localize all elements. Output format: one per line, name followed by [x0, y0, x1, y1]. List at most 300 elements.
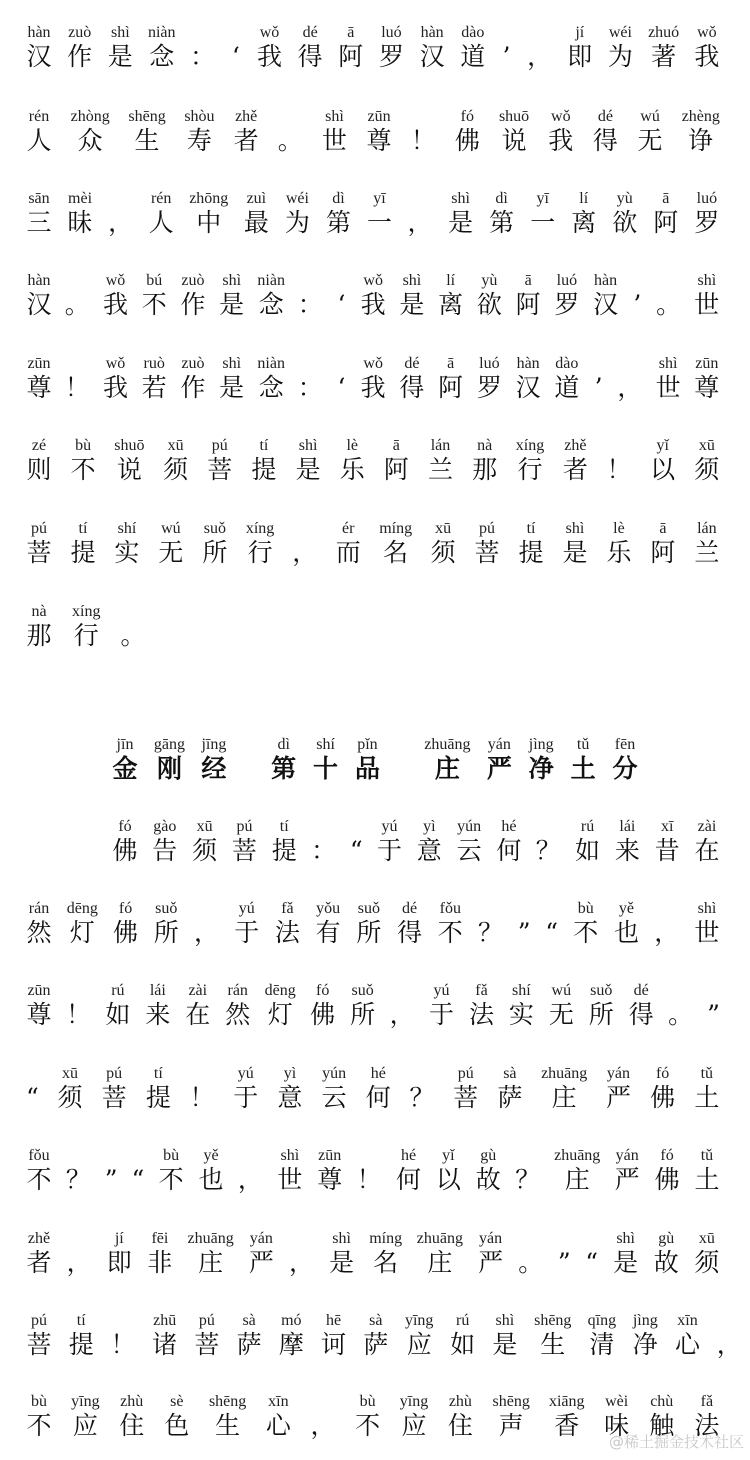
hanzi: 故 [475, 1165, 501, 1194]
pinyin: bù [359, 1393, 376, 1410]
hanzi: 所 [588, 1000, 614, 1029]
punctuation [656, 272, 681, 320]
pinyin: xū [167, 437, 184, 454]
hanzi: 著 [651, 42, 677, 71]
pinyin: wǒ [363, 355, 383, 372]
punctuation [26, 1065, 39, 1113]
hanzi: ” [707, 1000, 720, 1029]
hanzi: ？ [478, 918, 504, 947]
hanzi: 而 [335, 538, 361, 567]
punctuation [654, 900, 679, 948]
hanzi: 须 [192, 836, 218, 865]
pinyin: xū [61, 1065, 78, 1082]
character-with-pinyin [496, 818, 522, 866]
hanzi: 我 [694, 42, 720, 71]
pinyin: sà [242, 1312, 256, 1329]
punctuation [527, 24, 552, 72]
character-with-pinyin [246, 520, 274, 568]
pinyin: hàn [27, 272, 51, 289]
pinyin: xíng [245, 520, 275, 537]
character-with-pinyin [274, 900, 300, 948]
pinyin: jīng [201, 736, 227, 753]
character-with-pinyin [612, 736, 638, 784]
character-with-pinyin [383, 437, 409, 485]
pinyin: hàn [594, 272, 618, 289]
pinyin: tí [259, 437, 269, 454]
character-with-pinyin [456, 818, 482, 866]
hanzi: 一 [366, 208, 392, 237]
hanzi: 须 [163, 455, 189, 484]
character-with-pinyin [101, 1065, 127, 1113]
character-with-pinyin [476, 355, 502, 403]
hanzi: 灯 [267, 1000, 293, 1029]
punctuation [350, 818, 363, 866]
pinyin: shì [565, 520, 585, 537]
punctuation [278, 108, 303, 156]
hanzi: 名 [383, 538, 409, 567]
hanzi: 佛 [654, 1165, 680, 1194]
pinyin: suǒ [155, 900, 178, 917]
pinyin: bù [577, 900, 594, 917]
character-with-pinyin [614, 818, 640, 866]
pinyin: zhě [27, 1230, 51, 1247]
hanzi: 在 [694, 836, 720, 865]
character-with-pinyin [528, 736, 554, 784]
character-with-pinyin [158, 1147, 184, 1195]
hanzi: 我 [360, 290, 386, 319]
character-with-pinyin [419, 24, 445, 72]
pinyin: yīng [399, 1393, 429, 1410]
hanzi: 庄 [551, 1083, 577, 1112]
pinyin: tí [526, 520, 536, 537]
hanzi: 世 [694, 918, 720, 947]
character-with-pinyin [71, 108, 110, 156]
pinyin: yú [238, 900, 255, 917]
hanzi: 阿 [653, 208, 679, 237]
character-with-pinyin [67, 900, 98, 948]
hanzi: 严 [248, 1248, 274, 1277]
pinyin: gāng [153, 736, 185, 753]
hanzi: 萨 [497, 1083, 523, 1112]
character-with-pinyin [70, 437, 96, 485]
hanzi: ， [108, 208, 134, 237]
hanzi: 罗 [554, 290, 580, 319]
hanzi: 金 [112, 754, 138, 783]
character-with-pinyin [225, 982, 251, 1030]
hanzi: 应 [406, 1330, 432, 1359]
hanzi: 也 [198, 1165, 224, 1194]
hanzi: ？ [515, 1165, 541, 1194]
hanzi: 寿 [186, 126, 212, 155]
pinyin: bú [146, 272, 163, 289]
pinyin: fǎ [700, 1393, 714, 1410]
text-line [26, 1230, 720, 1278]
character-with-pinyin [338, 24, 364, 72]
pinyin: dào [461, 24, 485, 41]
hanzi: 应 [401, 1411, 427, 1440]
pinyin: wǒ [105, 355, 126, 372]
character-with-pinyin [219, 272, 245, 320]
hanzi: 为 [284, 208, 310, 237]
pinyin: dào [555, 355, 579, 372]
pinyin: ā [447, 355, 455, 372]
punctuation [243, 736, 255, 784]
character-with-pinyin [26, 900, 52, 948]
hanzi: 声 [498, 1411, 524, 1440]
character-with-pinyin [694, 437, 720, 485]
hanzi: 一 [530, 208, 556, 237]
hanzi: 。 [518, 1248, 544, 1277]
text-line [26, 1065, 720, 1113]
pinyin: ā [392, 437, 400, 454]
punctuation [518, 1230, 543, 1278]
pinyin: zūn [27, 982, 51, 999]
hanzi: 如 [450, 1330, 476, 1359]
hanzi: 生 [134, 126, 160, 155]
character-with-pinyin [198, 1147, 224, 1195]
hanzi: 不 [355, 1411, 381, 1440]
hanzi: ： [297, 290, 323, 319]
hanzi: 须 [430, 538, 456, 567]
text-line [26, 272, 720, 320]
pinyin: rán [227, 982, 248, 999]
hanzi: 。 [64, 290, 90, 319]
pinyin: shì [298, 437, 318, 454]
punctuation [289, 1230, 314, 1278]
hanzi: 应 [72, 1411, 98, 1440]
character-with-pinyin [141, 355, 167, 403]
pinyin: lí [579, 190, 589, 207]
hanzi: 意 [277, 1083, 303, 1112]
hanzi: 故 [653, 1248, 679, 1277]
hanzi: ’ [594, 373, 603, 402]
character-with-pinyin [233, 1065, 259, 1113]
hanzi: 于 [233, 1083, 259, 1112]
character-with-pinyin [654, 818, 680, 866]
hanzi: 我 [256, 42, 282, 71]
hanzi: 提 [70, 538, 96, 567]
character-with-pinyin [321, 108, 347, 156]
character-with-pinyin [67, 24, 93, 72]
pinyin: wú [640, 108, 660, 125]
hanzi: 离 [571, 208, 597, 237]
pinyin: jí [114, 1230, 124, 1247]
pinyin: shì [222, 272, 242, 289]
character-with-pinyin [251, 437, 277, 485]
hanzi: 人 [148, 208, 174, 237]
hanzi: 心 [265, 1411, 291, 1440]
punctuation [408, 190, 433, 238]
pinyin: sè [170, 1393, 184, 1410]
punctuation [585, 1230, 598, 1278]
character-with-pinyin [257, 272, 285, 320]
hanzi: 无 [548, 1000, 574, 1029]
hanzi: 念 [258, 373, 284, 402]
hanzi: 然 [26, 918, 52, 947]
character-with-pinyin [575, 818, 601, 866]
pinyin: zhuāng [187, 1230, 234, 1247]
character-with-pinyin [26, 1312, 52, 1360]
hanzi: ！ [410, 126, 436, 155]
pinyin: shēng [128, 108, 166, 125]
character-with-pinyin [26, 355, 52, 403]
pinyin: bù [75, 437, 92, 454]
character-with-pinyin [613, 900, 639, 948]
punctuation [411, 108, 436, 156]
character-with-pinyin [548, 108, 574, 156]
character-with-pinyin [113, 900, 139, 948]
hanzi: 者 [233, 126, 259, 155]
pinyin: zūn [318, 1147, 342, 1164]
hanzi: 法 [694, 1411, 720, 1440]
hanzi: ” [517, 918, 531, 947]
hanzi: 汉 [26, 42, 52, 71]
character-with-pinyin [248, 1230, 274, 1278]
character-with-pinyin [360, 272, 386, 320]
hanzi: 作 [180, 290, 206, 319]
hanzi: 住 [119, 1411, 145, 1440]
hanzi: 无 [637, 126, 663, 155]
character-with-pinyin [128, 108, 165, 156]
hanzi: 世 [277, 1165, 303, 1194]
character-with-pinyin [350, 982, 376, 1030]
pinyin: yě [618, 900, 635, 917]
pinyin: ruò [143, 355, 165, 372]
character-with-pinyin [478, 1230, 504, 1278]
pinyin: jìng [632, 1312, 658, 1329]
pinyin: dēng [66, 900, 98, 917]
character-with-pinyin [424, 736, 470, 784]
pinyin: lái [149, 982, 166, 999]
character-with-pinyin [612, 190, 638, 238]
hanzi: 阿 [383, 455, 409, 484]
character-with-pinyin [367, 190, 393, 238]
hanzi: 离 [438, 290, 464, 319]
hanzi: 严 [478, 1248, 504, 1277]
character-with-pinyin [209, 1393, 246, 1441]
pinyin: yīng [71, 1393, 100, 1410]
pinyin: zhě [564, 437, 587, 454]
hanzi: 萨 [236, 1330, 262, 1359]
pinyin: gù [480, 1147, 497, 1164]
pinyin: shì [697, 272, 717, 289]
punctuation [335, 355, 347, 403]
pinyin: sà [369, 1312, 383, 1329]
character-with-pinyin [453, 1065, 479, 1113]
hanzi: ， [407, 208, 433, 237]
pinyin: zuò [68, 24, 92, 41]
punctuation [120, 603, 145, 651]
character-with-pinyin [637, 108, 663, 156]
hanzi: “ [349, 836, 363, 865]
pinyin: tí [78, 520, 88, 537]
character-with-pinyin [70, 520, 96, 568]
character-with-pinyin [447, 1393, 473, 1441]
hanzi: ， [237, 1165, 263, 1194]
pinyin: shí [316, 736, 335, 753]
pinyin: wǒ [363, 272, 383, 289]
character-with-pinyin [236, 1312, 262, 1360]
character-with-pinyin [152, 1312, 178, 1360]
character-with-pinyin [492, 1312, 518, 1360]
hanzi: 灯 [69, 918, 95, 947]
punctuation [357, 1147, 382, 1195]
pinyin: zài [697, 818, 717, 835]
character-with-pinyin [499, 108, 529, 156]
pinyin: pú [457, 1065, 474, 1082]
character-with-pinyin [26, 603, 52, 651]
hanzi: 罗 [476, 373, 502, 402]
character-with-pinyin [315, 900, 341, 948]
hanzi: 净 [528, 754, 554, 783]
hanzi: 汉 [419, 42, 445, 71]
hanzi: 是 [399, 290, 425, 319]
pinyin: yī [373, 190, 386, 207]
character-with-pinyin [694, 1065, 720, 1113]
pinyin: shì [332, 1230, 351, 1247]
pinyin: hàn [516, 355, 540, 372]
text-line [26, 190, 720, 238]
character-with-pinyin [397, 900, 423, 948]
hanzi: “ [585, 1248, 599, 1277]
pinyin: shì [110, 24, 130, 41]
hanzi: 严 [605, 1083, 631, 1112]
hanzi: 汉 [26, 290, 52, 319]
hanzi: 念 [258, 290, 284, 319]
punctuation [607, 437, 632, 485]
hanzi: 人 [26, 126, 52, 155]
character-with-pinyin [26, 24, 52, 72]
character-with-pinyin [438, 272, 464, 320]
pinyin: yīng [404, 1312, 434, 1329]
pinyin: tǔ [700, 1147, 714, 1164]
pinyin: xū [435, 520, 452, 537]
punctuation [311, 818, 336, 866]
character-with-pinyin [606, 520, 632, 568]
character-with-pinyin [369, 1230, 402, 1278]
pinyin: ā [662, 190, 670, 207]
pinyin: pú [31, 520, 47, 537]
pinyin: luó [556, 272, 578, 289]
text-line [26, 24, 720, 72]
pinyin: mó [281, 1312, 302, 1329]
character-with-pinyin [189, 190, 228, 238]
hanzi: 提 [271, 836, 297, 865]
character-with-pinyin [68, 1312, 94, 1360]
character-with-pinyin [57, 1065, 83, 1113]
character-with-pinyin [271, 736, 297, 784]
character-with-pinyin [428, 437, 454, 485]
hanzi: 第 [489, 208, 515, 237]
pinyin: zhòng [70, 108, 110, 125]
pinyin: shòu [184, 108, 215, 125]
pinyin: zhōng [189, 190, 229, 207]
punctuation [298, 272, 323, 320]
text-line [26, 1147, 720, 1195]
pinyin: shuō [114, 437, 145, 454]
pinyin: mèi [68, 190, 93, 207]
hanzi: 世 [694, 290, 720, 319]
text-line [26, 1312, 742, 1360]
character-with-pinyin [192, 818, 218, 866]
hanzi: 则 [26, 455, 52, 484]
pinyin: luó [696, 190, 718, 207]
character-with-pinyin [562, 520, 588, 568]
hanzi: 分 [612, 754, 638, 783]
hanzi: 实 [508, 1000, 534, 1029]
hanzi: 佛 [454, 126, 480, 155]
hanzi: 也 [613, 918, 639, 947]
hanzi: 道 [554, 373, 580, 402]
character-with-pinyin [437, 900, 463, 948]
pinyin: lí [446, 272, 456, 289]
hanzi: 不 [26, 1165, 52, 1194]
punctuation [707, 982, 720, 1030]
character-with-pinyin [694, 1230, 720, 1278]
pinyin: zhù [120, 1393, 144, 1410]
pinyin: yú [381, 818, 398, 835]
pinyin: yán [487, 736, 511, 753]
hanzi: 阿 [338, 42, 364, 71]
pinyin: gào [153, 818, 177, 835]
character-with-pinyin [378, 24, 404, 72]
pinyin: zūn [695, 355, 719, 372]
pinyin: rén [150, 190, 172, 207]
pinyin: yì [283, 1065, 297, 1082]
hanzi: 是 [107, 42, 133, 71]
character-with-pinyin [321, 1312, 347, 1360]
hanzi: 须 [57, 1083, 83, 1112]
pinyin: jīn [116, 736, 134, 753]
character-with-pinyin [376, 818, 402, 866]
pinyin: xīn [677, 1312, 698, 1329]
pinyin: shēng [208, 1393, 247, 1410]
pinyin: míng [369, 1230, 403, 1247]
character-with-pinyin [570, 736, 596, 784]
pinyin: dì [332, 190, 345, 207]
character-with-pinyin [102, 272, 128, 320]
pinyin: fēi [151, 1230, 169, 1247]
pinyin: pǐn [357, 736, 378, 753]
hanzi: 庄 [198, 1248, 224, 1277]
character-with-pinyin [468, 982, 494, 1030]
pinyin: suǒ [351, 982, 374, 999]
character-with-pinyin [112, 736, 138, 784]
hanzi: 庄 [564, 1165, 590, 1194]
character-with-pinyin [493, 1393, 530, 1441]
hanzi: ？ [535, 836, 561, 865]
hanzi: ， [716, 1330, 742, 1359]
pinyin: wǒ [697, 24, 717, 41]
pinyin: dé [404, 355, 420, 372]
hanzi: 名 [373, 1248, 399, 1277]
character-with-pinyin [277, 1147, 303, 1195]
hanzi: 我 [102, 373, 128, 402]
hanzi: 意 [416, 836, 442, 865]
character-with-pinyin [571, 190, 597, 238]
pinyin: zhū [153, 1312, 177, 1329]
character-with-pinyin [26, 1393, 52, 1441]
hanzi: 云 [456, 836, 482, 865]
pinyin: dé [402, 900, 418, 917]
hanzi: 不 [70, 455, 96, 484]
hanzi: 土 [694, 1165, 720, 1194]
hanzi: 以 [650, 455, 676, 484]
character-with-pinyin [153, 900, 179, 948]
pinyin: fǒu [439, 900, 461, 917]
hanzi: 是 [295, 455, 321, 484]
character-with-pinyin [460, 24, 486, 72]
